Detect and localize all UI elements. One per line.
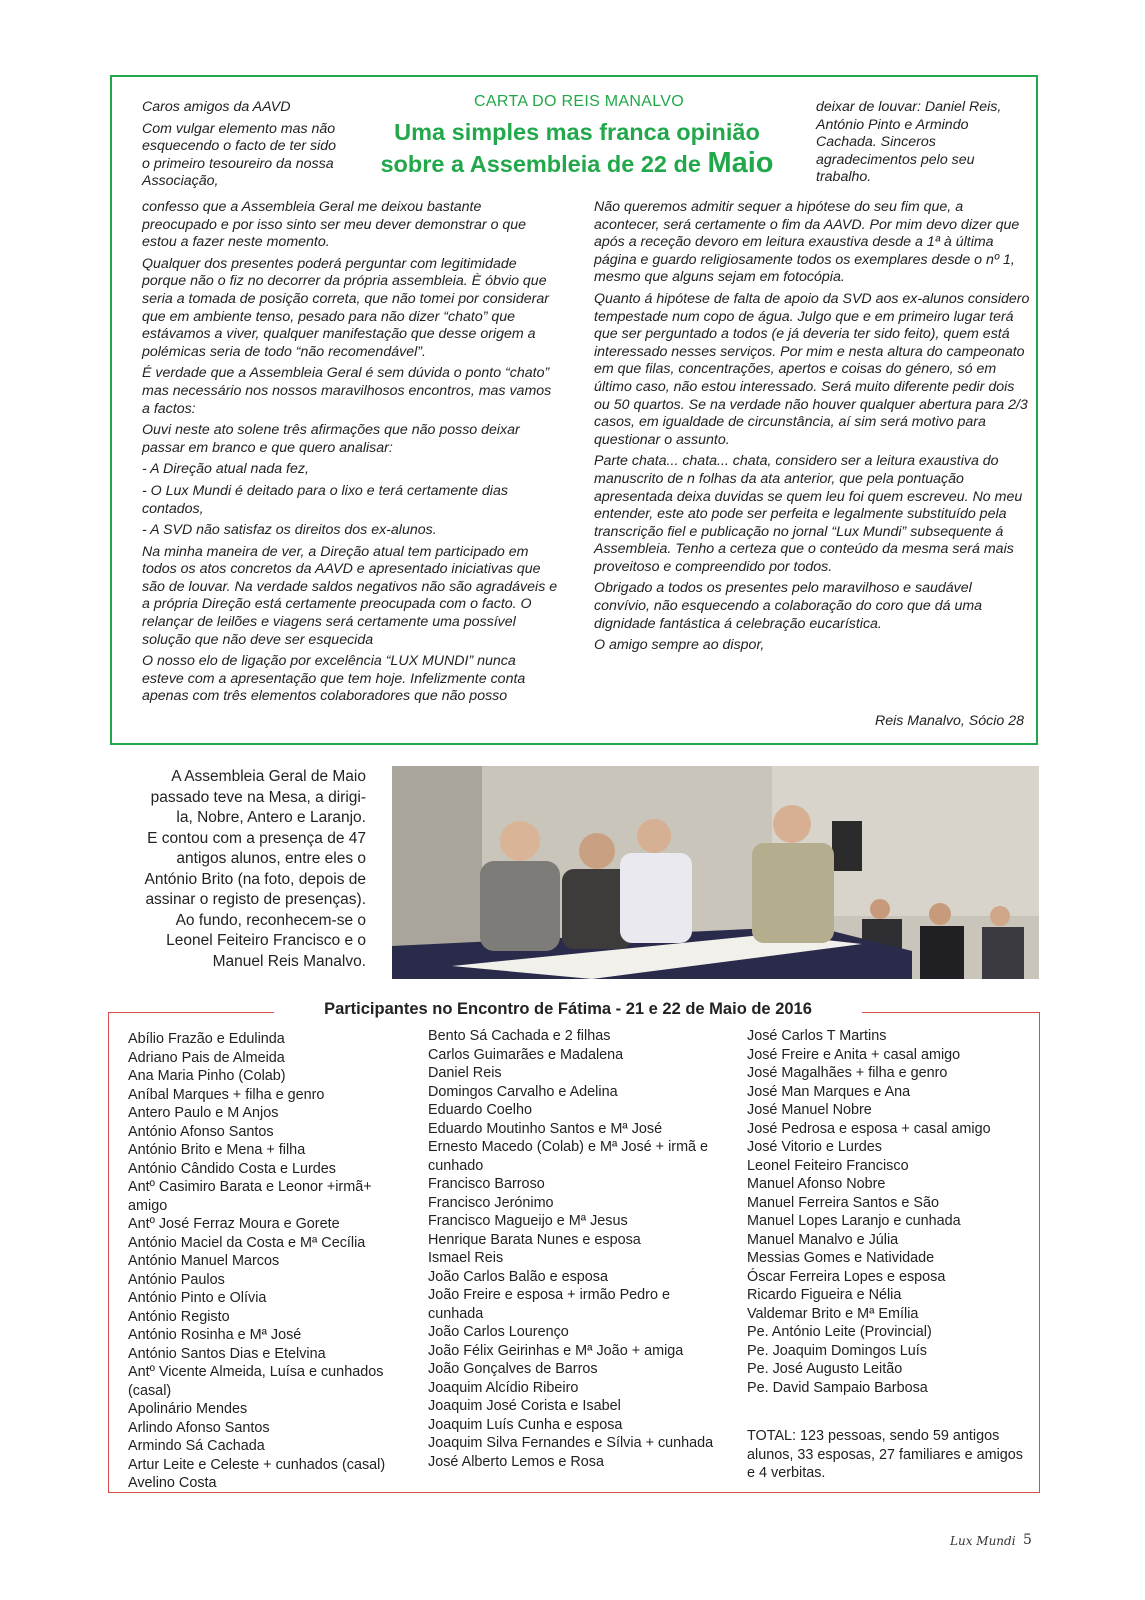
list-item: Arlindo Afonso Santos — [128, 1419, 270, 1436]
letter-paragraph: Caros amigos da AAVD — [142, 99, 291, 115]
list-item: Eduardo Coelho — [428, 1102, 533, 1118]
letter-paragraph: É verdade que a Assembleia Geral é sem dúvida o ponto “chato” mas necessário nos nossos maravilhosos encontros, mas vamos a factos: — [142, 365, 552, 417]
list-item: Joaquim Silva Fernandes e Sílvia + cunhada — [428, 1435, 714, 1451]
photo-caption — [110, 767, 366, 972]
list-item: Antº Vicente Almeida, Luísa e cunhados (casal) — [128, 1364, 384, 1399]
list-item: António Registo — [128, 1308, 230, 1325]
list-item: António Cândido Costa e Lurdes — [128, 1160, 337, 1177]
caption-line: Leonel Feiteiro Francisco e o — [166, 932, 366, 949]
list-item: António Rosinha e Mª José — [128, 1327, 302, 1343]
letter-paragraph: Parte chata... chata... chata, considero ser a leitura exaustiva do manuscrito de n folhas da ata anterior, que pela pontuação apresentada deixa duvidas se quem leu foi quem escreveu. No meu entender, este ato pode ser perfeita e legalmente substituído pela transcrição fiel e publicação no jornal “Lux Mundi” subsequente á Assembleia. Tenho a certeza que o conteúdo da mesma será mais proveitoso e compreendido por todos. — [594, 453, 1023, 575]
caption-line: assinar o registo de presenças). — [145, 891, 366, 908]
list-item: José Manuel Nobre — [747, 1102, 872, 1118]
list-item: Aníbal Marques + filha e genro — [128, 1086, 325, 1103]
participants-column-2 — [428, 1027, 723, 1471]
list-item: João Freire e esposa + irmão Pedro e cunhada — [428, 1287, 670, 1322]
list-item: Abílio Frazão e Edulinda — [128, 1031, 285, 1047]
list-item: Ana Maria Pinho (Colab) — [128, 1068, 286, 1084]
list-item: João Félix Geirinhas e Mª João + amiga — [428, 1342, 684, 1359]
list-item: Artur Leite e Celeste + cunhados (casal) — [128, 1456, 386, 1473]
list-item: Antero Paulo e M Anjos — [128, 1105, 279, 1121]
headline-line-2-big: Maio — [707, 147, 774, 179]
list-item: António Santos Dias e Etelvina — [128, 1345, 326, 1362]
list-item: Joaquim Alcídio Ribeiro — [428, 1379, 579, 1396]
headline-line-2-text: sobre a Assembleia de 22 de — [380, 151, 708, 177]
list-item: Bento Sá Cachada e 2 filhas — [428, 1028, 611, 1044]
list-item: Carlos Guimarães e Madalena — [428, 1046, 624, 1063]
list-item: Pe. António Leite (Provincial) — [747, 1324, 932, 1340]
list-item: António Paulos — [128, 1271, 225, 1288]
list-item: Domingos Carvalho e Adelina — [428, 1083, 618, 1100]
letter-left-top — [142, 99, 342, 195]
list-item: Apolinário Mendes — [128, 1401, 248, 1417]
list-item: Joaquim Luís Cunha e esposa — [428, 1416, 623, 1433]
list-item: José Freire e Anita + casal amigo — [747, 1046, 961, 1063]
letter-paragraph: Na minha maneira de ver, a Direção atual tem participado em todos os atos concretos da AAVD e apresentado iniciativas que são de louvar. Na verdade saldos negativos não são agradáveis e a própria Direção está certamente preocupada com o facto. O relançar de leilões e viagens será certamente uma possível solução que não deve ser esquecida — [142, 543, 558, 648]
letter-paragraph: - A SVD não satisfaz os direitos dos ex-alunos. — [142, 522, 437, 539]
list-item: Joaquim José Corista e Isabel — [428, 1398, 621, 1414]
list-item: António Afonso Santos — [128, 1123, 274, 1140]
assembly-photo — [392, 766, 1039, 979]
participants-title: Participantes no Encontro de Fátima - 21 e 22 de Maio de 2016 — [324, 1000, 812, 1018]
list-item: Ismael Reis — [428, 1250, 504, 1266]
footer-brand: Lux Mundi — [950, 1534, 1016, 1548]
list-item: Antº José Ferraz Moura e Gorete — [128, 1216, 340, 1232]
list-item: João Carlos Balão e esposa — [428, 1268, 608, 1285]
caption-line: antigos alunos, entre eles o — [176, 850, 366, 867]
list-item: José Vitorio e Lurdes — [747, 1139, 882, 1155]
letter-right-column — [594, 199, 1030, 659]
letter-paragraph: Ouvi neste ato solene três afirmações que não posso deixar passar em branco e que quero analisar: — [142, 422, 520, 456]
page-number: 5 — [1023, 1532, 1032, 1548]
list-item: José Magalhães + filha e genro — [747, 1065, 948, 1081]
list-item: António Manuel Marcos — [128, 1253, 280, 1269]
letter-paragraph: confesso que a Assembleia Geral me deixou bastante preocupado e por isso sinto ser meu dever demonstrar o que estou a fazer neste momento. — [142, 199, 527, 251]
letter-paragraph: deixar de louvar: Daniel Reis, António Pinto e Armindo Cachada. Sinceros agradecimentos pelo seu trabalho. — [816, 99, 1002, 186]
letter-paragraph: - A Direção atual nada fez, — [142, 461, 309, 478]
list-item: Manuel Lopes Laranjo e cunhada — [747, 1213, 961, 1229]
list-item: Manuel Ferreira Santos e São — [747, 1194, 939, 1211]
letter-paragraph: Qualquer dos presentes poderá perguntar com legitimidade porque não o fiz no decorrer da própria assembleia. È óbvio que seria a tomada de posição correta, que não tomei por considerar que em ambiente tenso, pesado para não dizer “chato” que estávamos a viver, qualquer manifestação que desse origem a polémicas seria de todo “não recomendável”. — [142, 255, 549, 360]
participants-total — [747, 1427, 1032, 1483]
letter-paragraph: O nosso elo de ligação por excelência “LUX MUNDI” nunca esteve com a apresentação que tem hoje. Infelizmente conta apenas com três elementos colaboradores que não posso — [142, 653, 526, 705]
letter-paragraph: O amigo sempre ao dispor, — [594, 637, 765, 654]
list-item: Pe. Joaquim Domingos Luís — [747, 1342, 927, 1359]
caption-line: António Brito (na foto, depois de — [144, 870, 366, 888]
list-item: Ernesto Macedo (Colab) e Mª José + irmã e cunhado — [428, 1139, 709, 1174]
assembly-photo-illustration — [392, 766, 1039, 979]
list-item: Pe. David Sampaio Barbosa — [747, 1379, 928, 1396]
letter-paragraph: Com vulgar elemento mas não esquecendo o facto de ter sido o primeiro tesoureiro da nossa Associação, — [142, 120, 337, 190]
list-item: António Brito e Mena + filha — [128, 1142, 306, 1158]
letter-paragraph: Quanto á hipótese de falta de apoio da SVD aos ex-alunos considero tempestade num copo de água. Julgo que e em primeiro lugar terá que ser perguntado a todos (e já deveria ter sido feito), quem está interessado nesses serviços. Por mim e nesta altura do campeonato em que filas, concentrações, apertos e coisas do género, só em último caso, não estou interessado. Será muito diferente pedir dois ou 50 quartos. Se na verdade não houver qualquer abertura para 2/3 casos, em igualdade de circunstância, aí sim será motivo para questionar o assunto. — [594, 290, 1030, 448]
list-item: Óscar Ferreira Lopes e esposa — [747, 1268, 946, 1285]
letter-paragraph: Não queremos admitir sequer a hipótese do seu fim que, a acontecer, será certamente o fim da AAVD. Por mim devo dizer que após a receção devoro em leitura exaustiva desde a 1ª à última página e guardo religiosamente todos os exemplares desde o nº 1, mesmo que alguns sejam em fotocópia. — [594, 199, 1020, 286]
list-item: Manuel Afonso Nobre — [747, 1176, 886, 1192]
list-item: Valdemar Brito e Mª Emília — [747, 1305, 919, 1322]
list-item: Avelino Costa — [128, 1475, 217, 1491]
list-item: Leonel Feiteiro Francisco — [747, 1157, 909, 1174]
list-item: Henrique Barata Nunes e esposa — [428, 1231, 641, 1248]
list-item: António Maciel da Costa e Mª Cecília — [128, 1234, 366, 1251]
list-item: José Pedrosa e esposa + casal amigo — [747, 1120, 991, 1137]
letter-paragraph: Obrigado a todos os presentes pelo maravilhoso e saudável convívio, não esquecendo a colaboração do coro que dá uma dignidade fantástica á celebração eucarística. — [594, 580, 983, 632]
list-item: Daniel Reis — [428, 1065, 502, 1081]
list-item: António Pinto e Olívia — [128, 1290, 267, 1306]
list-item: Manuel Manalvo e Júlia — [747, 1231, 899, 1248]
letter-signature: Reis Manalvo, Sócio 28 — [874, 713, 1024, 729]
list-item: José Man Marques e Ana — [747, 1083, 911, 1100]
list-item: José Carlos T Martins — [747, 1028, 887, 1044]
letter-paragraph: - O Lux Mundi é deitado para o lixo e terá certamente dias contados, — [142, 482, 508, 517]
caption-line: la, Nobre, Antero e Laranjo. — [176, 809, 366, 826]
participants-column-1 — [128, 1030, 408, 1493]
caption-line: Ao fundo, reconhecem-se o — [175, 911, 366, 929]
letter-box — [110, 75, 1038, 745]
list-item: Eduardo Moutinho Santos e Mª José — [428, 1120, 663, 1137]
list-item: João Gonçalves de Barros — [428, 1361, 598, 1377]
total-text: 123 pessoas, sendo 59 antigos alunos, 33 esposas, 27 familiares e amigos e 4 verbitas. — [747, 1428, 1023, 1481]
list-item: Antº Casimiro Barata e Leonor +irmã+ amigo — [128, 1179, 372, 1214]
list-item: Francisco Jerónimo — [428, 1194, 554, 1211]
letter-headline — [342, 117, 812, 180]
list-item: Francisco Magueijo e Mª Jesus — [428, 1213, 628, 1229]
list-item: Pe. José Augusto Leitão — [747, 1361, 903, 1377]
list-item: Armindo Sá Cachada — [128, 1438, 265, 1454]
list-item: Francisco Barroso — [428, 1176, 545, 1192]
letter-left-column — [142, 199, 558, 710]
list-item: João Carlos Lourenço — [428, 1324, 569, 1340]
letter-kicker: CARTA DO REIS MANALVO — [474, 93, 684, 110]
caption-line: E contou com a presença de 47 — [147, 829, 366, 847]
list-item: José Alberto Lemos e Rosa — [428, 1453, 604, 1470]
caption-line: A Assembleia Geral de Maio — [171, 768, 366, 785]
headline-line-1: Uma simples mas franca opinião — [394, 119, 760, 145]
participants-column-3 — [747, 1027, 1032, 1397]
total-label: TOTAL: — [747, 1428, 797, 1444]
list-item: Adriano Pais de Almeida — [128, 1049, 285, 1066]
caption-line: Manuel Reis Manalvo. — [212, 952, 366, 970]
letter-right-top — [816, 99, 1026, 191]
caption-line: passado teve na Mesa, a dirigi- — [150, 788, 366, 806]
list-item: Ricardo Figueira e Nélia — [747, 1287, 902, 1303]
headline-line-2 — [342, 148, 812, 180]
list-item: Messias Gomes e Natividade — [747, 1250, 935, 1266]
